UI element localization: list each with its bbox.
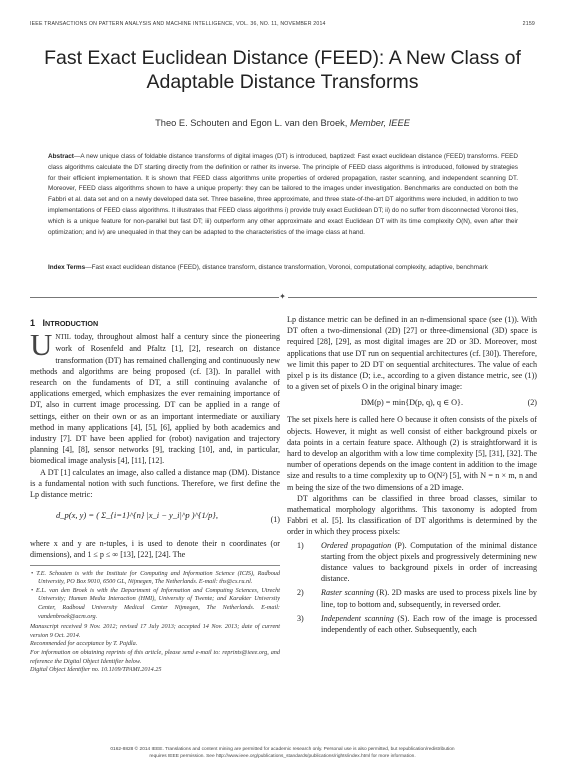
manuscript-dates: Manuscript received 9 Nov. 2012; revised 17 July 2013; accepted 14 Nov. 2013; date of current version 9 Oct. 2014. [30,623,280,639]
doi-note: Digital Object Identifier no. 10.1109/TPAMI.2014.25 [30,666,162,674]
dt-class-list [287,540,537,636]
equation-1 [30,500,280,538]
recommended-by: Recommended for acceptance by T. Pajdla. [30,640,138,648]
section-title-first: I [42,318,46,328]
section-title-rest: NTRODUCTION [45,319,99,328]
author-role: Member, IEEE [349,118,410,128]
divider-right [288,297,537,298]
author-names: Theo E. Schouten and Egon L. van den Broek, [155,118,348,128]
paper-title: Fast Exact Euclidean Distance (FEED): A New Class of Adaptable Distance Transforms [44,47,521,93]
copyright-line-2: requires IEEE permission. See http://www.ieee.org/publications_standards/publications/rights/index.html for more information. [149,754,416,759]
index-terms [48,263,518,274]
right-paragraph-2: The set pixels here is called here O because it often consists of the pixels of objects. However, it might as well consist of either background pixels or data points in a certain feature space. Although (2) is straightforward it is hard to develop an algorithm with a low time complexity [5], [31], [32]. The number of operations depends on the image content in addition to the image size and results to a time complexity up to O(N²) [5], with N = n × m, n and m being the size of the two dimensions of a 2D image. [287,415,537,492]
footnote-affiliation-1: • T.E. Schouten is with the Institute for Computing and Information Science (ICIS), Radboud University, PO Box 9010, 6500 GL, Nijmegen, The Netherlands. E-mail: ths@cs.ru.nl. [31,569,280,586]
running-title: IEEE TRANSACTIONS ON PATTERN ANALYSIS AND MACHINE INTELLIGENCE, VOL. 36, NO. 11, NOVEMBER 2014 [30,21,326,27]
index-terms-label: Index Terms [48,264,86,271]
intro-paragraph-3: where x and y are n-tuples, i is used to denote their n coordinates (or dimensions), and 1 ≤ p ≤ ∞ [13], [22], [24]. The [30,539,280,560]
equation-2-number: (2) [527,398,537,408]
abstract [48,152,518,238]
intro-text-1: today, throughout almost half a century since the pioneering work of Rosenfeld and Pfaltz [1], [2], research on distance transformation (DT) has remained challenging and continuously new methods and algorithms are being proposed (cf. [3]). In parallel with research on the fundaments of DT, a still continuing avalanche of applications emerged, which emphasizes the ever remaining importance of DT, also in current image processing. DT can be applied in a range of settings, either on their own or as an important intermediate or auxiliary method in many applications [4], [5], [6], applied by both academics and industry [7]. DT have been applied for (robot) navigation and trajectory planning [4], [8], sensor networks [9], tracking [10], and, in particular, biomedical image analysis [4], [11], [12]. [30,332,280,466]
copyright-footer [40,746,525,760]
equation-2-body: DM(p) = min{D(p, q), q ∈ O}. [361,398,463,408]
list-item: 2) Raster scanning (R). 2D masks are used to process pixels line by line, top to bottom and, subsequently, in reversed order. [297,588,537,609]
footnotes [30,565,280,675]
divider-left [30,297,279,298]
footnote-affiliation-2: • E.L. van den Broek is with the Department of Information and Computing Sciences, Utrecht University; Human Media Interaction (HMI), University of Twente; and Karakter University Center, Radboud University Medical Center Nijmegen, The Netherlands. E-mail: vandenbroek@acm.org. [31,586,280,620]
section-number: 1 [30,318,36,328]
drop-cap: U [30,327,53,363]
intro-paragraph-1 [30,327,280,466]
reprints-note: For information on obtaining reprints of this article, please send e-mail to: reprints@ieee.org, and reference the Digital Object Identifier below. [30,649,280,665]
page-number: 2159 [522,21,535,27]
index-terms-text: —Fast exact euclidean distance (FEED), distance transform, distance transformation, Voronoi, computational complexity, adaptive, benchmark [85,264,488,271]
intro-paragraph-2: A DT [1] calculates an image, also called a distance map (DM). Distance is a fundamental notion with such functions. Therefore, we first define the Lp distance metric: [30,467,280,500]
equation-1-body: d_p(x, y) = ( Σ_{i=1}^{n} |x_i − y_i|^p )^{1/p}, [56,510,218,521]
left-column [30,318,280,675]
list-item: 1) Ordered propagation (P). Computation of the minimal distance starting from the object pixels and progressively determining new distance values to background pixels in order of increasing distance. [297,540,537,584]
running-header [30,21,535,27]
equation-1-number: (1) [270,515,280,525]
abstract-text: —A new unique class of foldable distance transforms of digital images (DT) is introduced, baptized: Fast exact euclidean distance (FEED) transforms. FEED class algorithms calculate the DT starting directly from the definition or rather its inverse. The principle of FEED class algorithms is introduced, followed by strategies for their efficient implementation. It is shown that FEED class algorithms unite properties of ordered propagation, raster scanning, and independent scanning DT. Moreover, FEED class algorithms shown to have a unique property: they can be tailored to the images under investigation. Benchmarks are conducted on both the Fabbri et al. data set and on a newly developed data set. Three baseline, three approximate, and three state-of-the-art DT algorithms were included, in addition to two implementations of FEED class algorithms. It illustrates that FEED class algorithms i) provide truly exact Euclidean DT; ii) do no suffer from disconnected Voronoi tiles, which is a unique feature for non-parallel but fast DT; iii) outperform any other approximate and exact Euclidean DT with its time complexity O(N), even after their optimization; and iv) are unequaled in that they can be adapted to the characteristics of the image class at hand. [48,153,518,236]
list-item: 3) Independent scanning (S). Each row of the image is processed independently of each other. Subsequently, each [297,613,537,635]
lead-word: NTIL [55,334,71,342]
right-paragraph-3: DT algorithms can be classified in three broad classes, similar to mathematical morphology algorithms. This taxonomy is adopted from Fabbri et al. [5]. Its classification of DT algorithms is determined by the order in which they process pixels: [287,493,537,537]
right-paragraph-1: Lp distance metric can be defined in an n-dimensional space (see (1)). With DT often a two-dimensional (2D) [27] or three-dimensional (3D) space is required [28], [29], as most digital images are 2D or 3D. Moreover, most applications that use DT run on sequential architectures (cf. [30]). Therefore, we limit this paper to 2D DT on sequential architectures. The value of each pixel p is its distance (D; i.e., according to a given distance metric, see (1)) to a given set of pixels O in the original binary image: [287,315,537,392]
section-heading [30,318,280,329]
right-column [287,314,537,638]
author-line [20,118,545,128]
copyright-line-1: 0162-8828 © 2014 IEEE. Translations and content mining are permitted for academic research only. Personal use is also permitted, but republication/redistribution [110,747,455,752]
equation-2 [287,392,537,414]
abstract-label: Abstract [48,153,74,160]
divider-diamond-icon: ✦ [279,292,286,301]
